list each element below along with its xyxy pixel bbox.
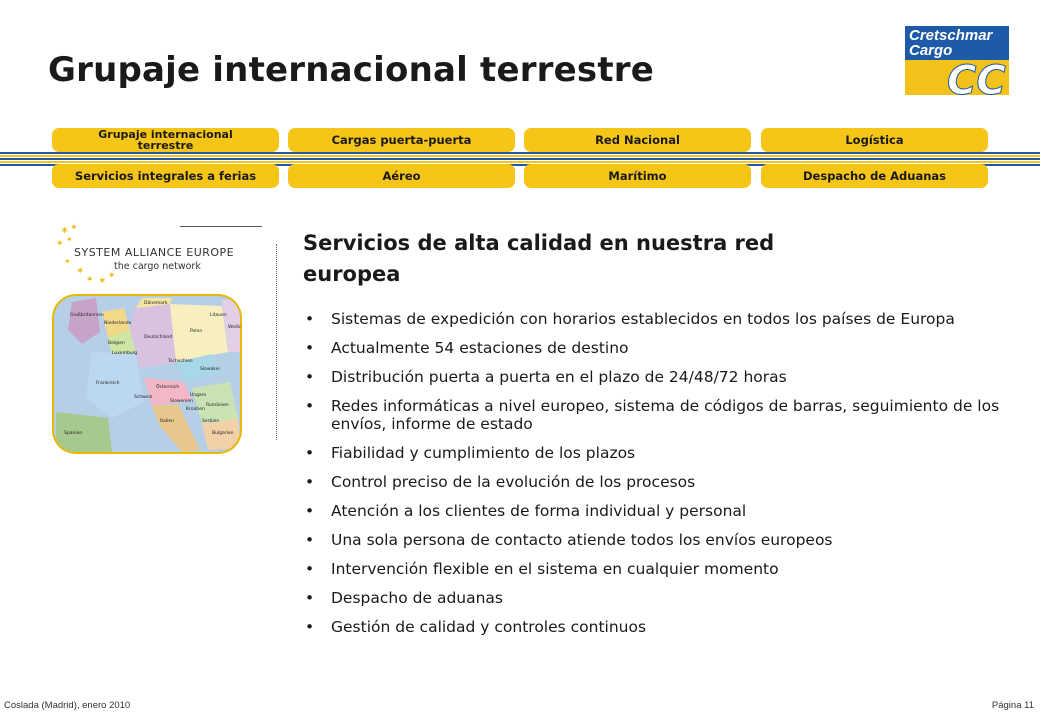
- map-label: Belgien: [108, 341, 125, 346]
- list-item-text: Una sola persona de contacto atiende todos los envíos europeos: [331, 531, 833, 549]
- list-item-text: Fiabilidad y cumplimiento de los plazos: [331, 444, 636, 462]
- map-label: Ungarn: [190, 393, 207, 398]
- map-label: Italien: [160, 419, 174, 424]
- page-title: Grupaje internacional terrestre: [48, 50, 655, 90]
- tab-logistica[interactable]: [761, 128, 988, 152]
- map-label: Deutschland: [144, 335, 173, 340]
- list-item: • Sistemas de expedición con horarios establecidos en todos los países de Europa: [305, 310, 955, 328]
- map-label: Bulgarien: [212, 431, 234, 436]
- map-label: Rumänien: [206, 403, 229, 408]
- list-item: • Redes informáticas a nivel europeo, sistema de códigos de barras, seguimiento de los envíos, informe de estado: [305, 397, 1000, 433]
- svg-text:✶: ✶: [86, 274, 94, 284]
- tab-label: Logística: [845, 132, 904, 147]
- list-item: • Despacho de aduanas: [305, 589, 503, 607]
- svg-text:✶: ✶: [70, 222, 78, 232]
- map-label: Luxemburg: [112, 351, 138, 356]
- list-item: • Atención a los clientes de forma individual y personal: [305, 502, 747, 520]
- list-item-text: Despacho de aduanas: [331, 589, 503, 607]
- map-body: [54, 296, 240, 452]
- tab-servicios-ferias[interactable]: [52, 164, 279, 188]
- list-item-text: Intervención flexible en el sistema en cualquier momento: [331, 560, 779, 578]
- tab-label: Marítimo: [608, 168, 667, 183]
- svg-text:✶: ✶: [98, 276, 107, 287]
- tab-label: Despacho de Aduanas: [803, 168, 946, 183]
- tab-label: Cargas puerta-puerta: [331, 132, 472, 147]
- company-logo: [905, 26, 1009, 95]
- logo-line2: Cargo: [909, 42, 953, 59]
- tab-red-nacional[interactable]: [524, 128, 751, 152]
- svg-text:✶: ✶: [76, 266, 85, 277]
- tab-maritimo[interactable]: [524, 164, 751, 188]
- map-label: Weißr.: [228, 325, 242, 330]
- map-label: Frankreich: [96, 381, 120, 386]
- list-item-text: Sistemas de expedición con horarios establecidos en todos los países de Europa: [331, 310, 955, 328]
- list-item: • Distribución puerta a puerta en el plazo de 24/48/72 horas: [305, 368, 787, 386]
- tab-label: Red Nacional: [595, 132, 680, 147]
- brand-line2: the cargo network: [114, 261, 201, 272]
- map-label: Kroatien: [186, 407, 205, 412]
- section-heading: Servicios de alta calidad en nuestra red europea: [303, 231, 775, 286]
- map-label: Slowenien: [170, 399, 194, 404]
- list-item: • Intervención flexible en el sistema en cualquier momento: [305, 560, 779, 578]
- dotted-divider: [276, 244, 278, 440]
- tab-label: Grupaje internacional terrestre: [98, 128, 233, 152]
- list-item-text: Actualmente 54 estaciones de destino: [331, 339, 629, 357]
- tab-label: Aéreo: [382, 168, 421, 183]
- map-label: Litauen: [210, 313, 227, 318]
- svg-text:✶: ✶: [66, 235, 73, 244]
- list-item-text: Atención a los clientes de forma individual y personal: [331, 502, 747, 520]
- footer-page-number: Página 11: [991, 700, 1034, 711]
- list-item-text: Gestión de calidad y controles continuos: [331, 618, 647, 636]
- tab-cargas-puerta-puerta[interactable]: [288, 128, 515, 152]
- logo-monogram-icon: [905, 26, 1009, 95]
- map-label: Tschechien: [168, 359, 193, 364]
- footer-location-date: Coslada (Madrid), enero 2010: [4, 700, 131, 711]
- svg-text:✶: ✶: [60, 225, 70, 237]
- tab-aereo[interactable]: [288, 164, 515, 188]
- map-label: Dänemark: [144, 301, 168, 306]
- brand-line1: SYSTEM ALLIANCE EUROPE: [74, 246, 235, 259]
- benefits-list: [305, 310, 1005, 647]
- map-label: Polen: [190, 329, 203, 334]
- europe-map-icon: [52, 212, 272, 462]
- svg-text:✶: ✶: [56, 238, 64, 248]
- list-item: • Fiabilidad y cumplimiento de los plazos: [305, 444, 636, 462]
- map-label: Slowakei: [200, 367, 220, 372]
- list-item-text: Control preciso de la evolución de los procesos: [331, 473, 696, 491]
- system-alliance-image: [52, 212, 272, 462]
- list-item-text: Distribución puerta a puerta en el plazo de 24/48/72 horas: [331, 368, 787, 386]
- logo-line1: Cretschmar: [909, 27, 993, 44]
- map-label: Österreich: [156, 385, 180, 390]
- list-item: • Control preciso de la evolución de los procesos: [305, 473, 696, 491]
- logo-monogram: CC: [947, 58, 1006, 95]
- map-label: Großbritannien: [70, 313, 104, 318]
- map-label: Schweiz: [134, 395, 153, 400]
- list-item: • Gestión de calidad y controles continuos: [305, 618, 647, 636]
- list-item: • Una sola persona de contacto atiende todos los envíos europeos: [305, 531, 833, 549]
- map-label: Serbien: [202, 419, 220, 424]
- list-item-text: Redes informáticas a nivel europeo, sistema de códigos de barras, seguimiento de los envíos, informe de estado: [331, 397, 1000, 433]
- map-label: Spanien: [64, 431, 83, 436]
- tab-grupaje-internacional[interactable]: [52, 128, 279, 152]
- list-item: • Actualmente 54 estaciones de destino: [305, 339, 629, 357]
- tab-label: Servicios integrales a ferias: [74, 168, 257, 183]
- svg-text:✶: ✶: [108, 270, 116, 280]
- svg-text:✶: ✶: [64, 257, 71, 266]
- tab-despacho-aduanas[interactable]: [761, 164, 988, 188]
- map-label: Niederlande: [104, 321, 132, 326]
